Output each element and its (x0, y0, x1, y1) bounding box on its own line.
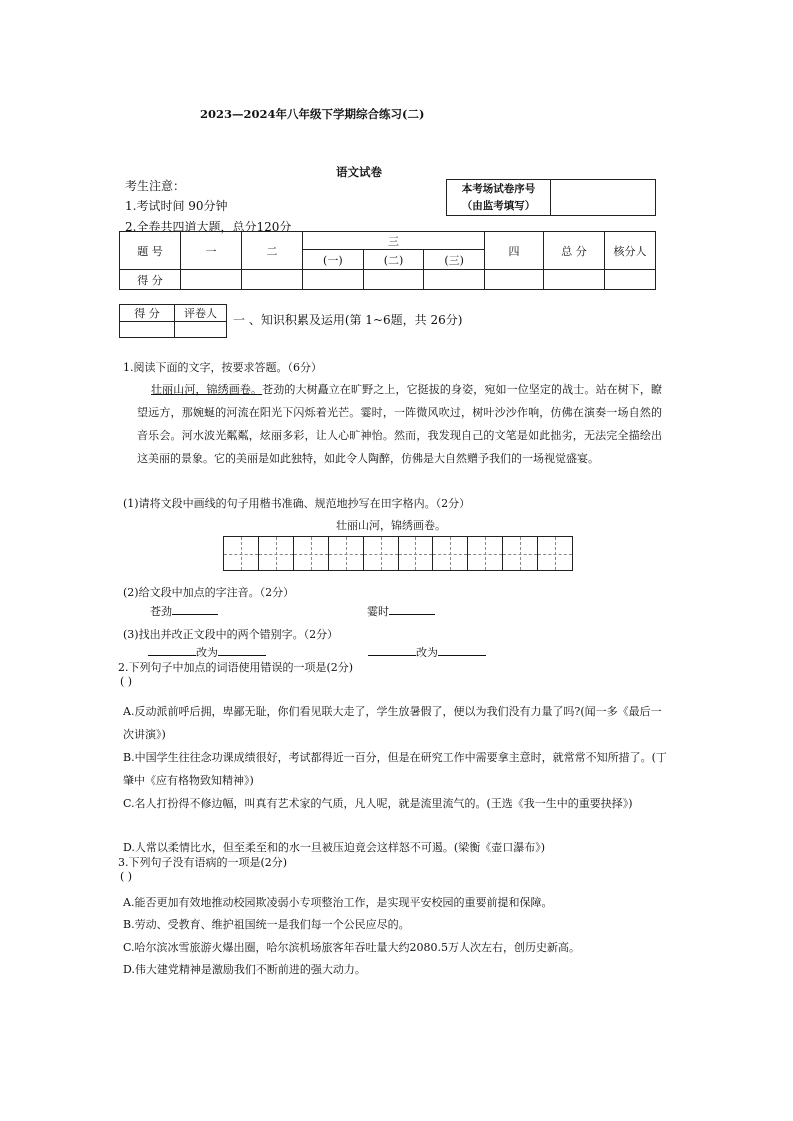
pinyin-word-2: 霎时 (367, 605, 389, 618)
q2-option-b[interactable]: B.中国学生往往念功课成绩很好，考试都得近一百分，但是在研究工作中需要拿主意时，就常常不知所措了。(丁肇中《应有格物致知精神》) (123, 751, 667, 787)
q3-answer-paren[interactable]: ( ) (120, 870, 133, 883)
score-cell[interactable] (242, 270, 303, 290)
serial-box (446, 179, 656, 216)
score-cell[interactable] (544, 270, 605, 290)
score-cell[interactable] (424, 270, 485, 290)
serial-label-1: 本考场试卷序号 (461, 182, 536, 195)
q3-option-a[interactable]: A.能否更加有效地推动校园欺凌弱小专项整治工作，是实现平安校园的重要前提和保障。 (123, 896, 553, 909)
q3-option-d[interactable]: D.伟大建党精神是激励我们不断前进的强大动力。 (123, 963, 366, 976)
serial-label-2: （由监考填写） (461, 199, 536, 212)
score-header-4: 四 (485, 232, 544, 270)
q1-copy-text: 壮丽山河，锦绣画卷。 (336, 519, 446, 532)
q1-stem: 1.阅读下面的文字，按要求答题。（6分） (123, 361, 322, 374)
score-table (119, 231, 656, 290)
pinyin-blank-2[interactable] (389, 604, 435, 615)
q3-option-c[interactable]: C.哈尔滨冰雪旅游火爆出圈，哈尔滨机场旅客年吞吐量大约2080.5万人次左右，创历史新高。 (123, 941, 581, 954)
pinyin-item-1 (150, 603, 218, 619)
serial-field[interactable] (551, 180, 656, 216)
q2-option-a[interactable]: A.反动派前呼后拥，卑鄙无耻，你们看见联大走了，学生放暑假了，便以为我们没有力量了吗?(闻一多《最后一次讲演》) (123, 705, 662, 741)
grader-name-field[interactable] (175, 322, 227, 338)
q3-option-b[interactable]: B.劳动、受教育、维护祖国统一是我们每一个公民应尽的。 (123, 918, 410, 931)
subject-title: 语文试卷 (336, 165, 382, 179)
q1-passage-rest: 苍劲的大树矗立在旷野之上，它挺拔的身姿，宛如一位坚定的战士。站在树下，瞭望远方，那婉蜒的河流在阳光下闪烁着光芒。霎时，一阵微风吹过，树叶沙沙作响，仿佛在演奏一场自然的音乐会。河水波光粼粼，炫丽多彩，让人心旷神怡。然而，我发现自己的文笔是如此拙劣，无法完全描绘出这美丽的景象。它的美丽是如此独特，如此令人陶醉，仿佛是大自然赠予我们的一场视觉盛宴。 (137, 383, 663, 465)
wrong-char-blank-2[interactable] (368, 645, 416, 656)
pinyin-word-1: 苍劲 (150, 605, 172, 618)
score-header-2: 二 (242, 232, 303, 270)
grader-box (119, 304, 227, 338)
exam-title: 2023—2024年八年级下学期综合练习(二) (200, 107, 425, 121)
notice-item-1: 1.考试时间 90分钟 (125, 199, 228, 213)
score-row-label: 得 分 (120, 270, 181, 290)
notice-heading: 考生注意： (125, 179, 186, 193)
q1-sub2: (2)给文段中加点的字注音。（2分） (123, 586, 295, 599)
score-header-total: 总 分 (544, 232, 605, 270)
correction-item-1 (148, 644, 266, 660)
q3-stem: 3.下列句子没有语病的一项是(2分) (118, 856, 288, 869)
pinyin-blank-1[interactable] (172, 604, 218, 615)
q2-stem: 2.下列句子中加点的词语使用错误的一项是(2分) (118, 661, 354, 674)
tianzige-grid[interactable] (223, 536, 573, 571)
correct-char-blank-2[interactable] (438, 645, 486, 656)
q1-sub3: (3)找出并改正文段中的两个错别字。（2分） (123, 628, 339, 641)
q1-passage (137, 378, 662, 470)
notice-item-2: 2.全卷共四道大题，总分120分 (125, 220, 292, 234)
wrong-char-blank-1[interactable] (148, 645, 196, 656)
score-header-3: 三 (303, 232, 485, 250)
score-sub-3: (三) (424, 250, 485, 270)
score-sub-2: (二) (363, 250, 424, 270)
q1-passage-lead: 壮丽山河，锦绣画卷。 (151, 383, 263, 396)
q2-option-c[interactable]: C.名人打扮得不修边幅，叫真有艺术家的气质，凡人呢，就是流里流气的。(王选《我一生中的重要抉择》) (123, 797, 633, 810)
score-cell[interactable] (363, 270, 424, 290)
score-cell[interactable] (605, 270, 656, 290)
score-header-question: 题 号 (120, 232, 181, 270)
q2-option-d[interactable]: D.人常以柔情比水，但至柔至和的水一旦被压迫竟会这样怒不可遏。(梁衡《壶口瀑布》) (123, 841, 546, 854)
section-1-title: 一 、知识积累及运用(第 1~6题，共 26分) (233, 313, 463, 327)
pinyin-item-2 (367, 603, 435, 619)
grader-score-label: 得 分 (120, 305, 175, 322)
q2-answer-paren[interactable]: ( ) (120, 675, 133, 688)
grader-score-field[interactable] (120, 322, 175, 338)
score-cell[interactable] (485, 270, 544, 290)
score-header-1: 一 (181, 232, 242, 270)
q1-sub1: (1)请将文段中画线的句子用楷书准确、规范地抄写在田字格内。（2分） (123, 497, 471, 510)
correction-item-2 (368, 644, 486, 660)
score-cell[interactable] (303, 270, 364, 290)
score-sub-1: (一) (303, 250, 364, 270)
change-label-1: 改为 (196, 646, 218, 659)
grader-label: 评卷人 (175, 305, 227, 322)
score-cell[interactable] (181, 270, 242, 290)
change-label-2: 改为 (416, 646, 438, 659)
score-header-checker: 核分人 (605, 232, 656, 270)
correct-char-blank-1[interactable] (218, 645, 266, 656)
